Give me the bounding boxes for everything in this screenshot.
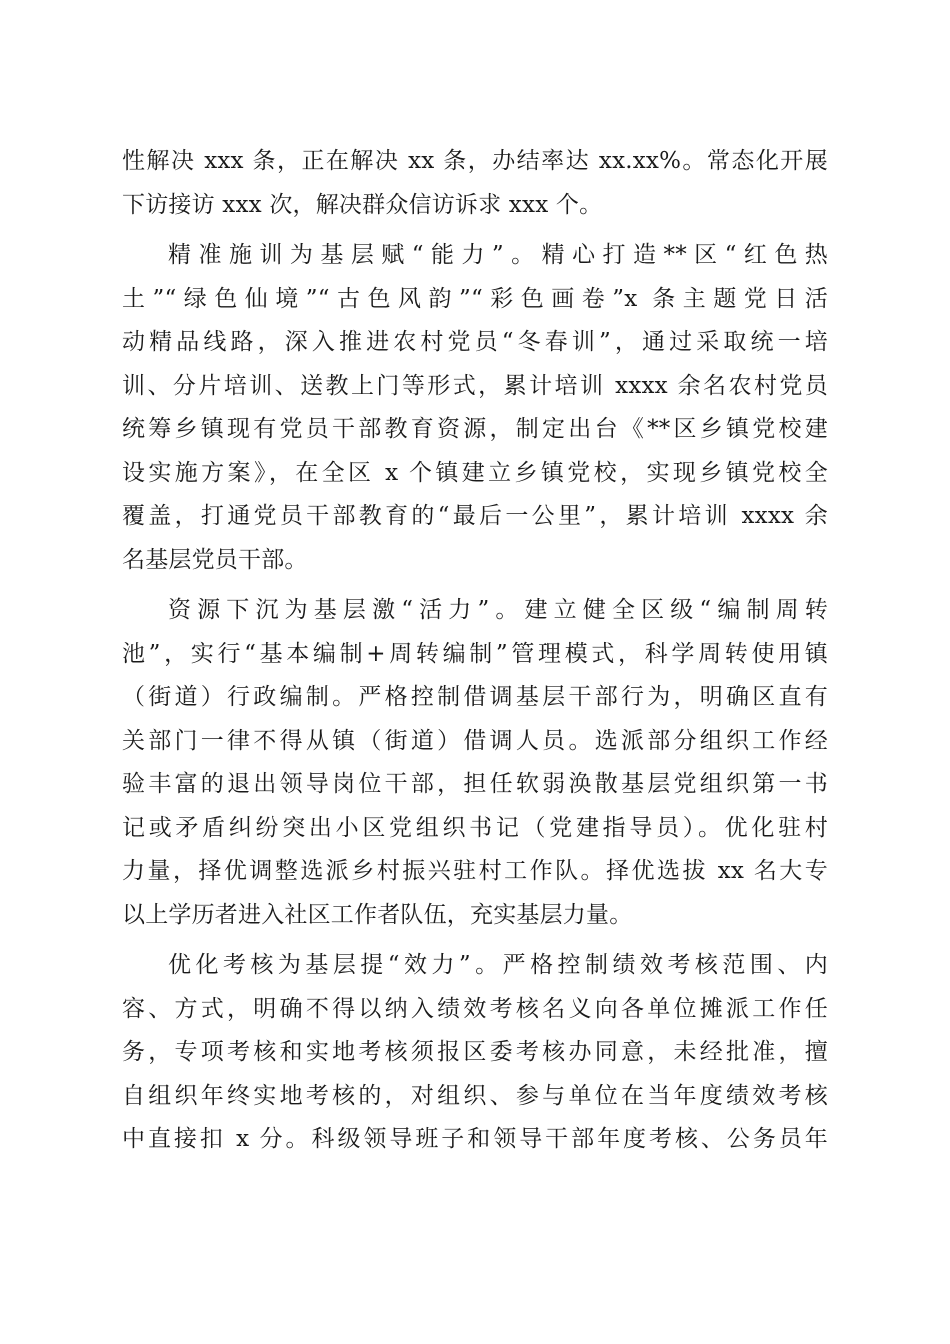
text-line: 容、方式，明确不得以纳入绩效考核名义向各单位摊派工作任 bbox=[122, 995, 828, 1022]
text-line: 优化考核为基层提“效力”。严格控制绩效考核范围、内 bbox=[168, 952, 828, 978]
paragraph-1 bbox=[122, 140, 828, 227]
text-line: 设实施方案》，在全区 x 个镇建立乡镇党校，实现乡镇党校全 bbox=[122, 459, 828, 486]
text-line: 中直接扣 x 分。科级领导班子和领导干部年度考核、公务员年 bbox=[122, 1126, 828, 1152]
text-line: 性解决 xxx 条，正在解决 xx 条，办结率达 xx.xx%。常态化开展 bbox=[122, 148, 828, 174]
text-line: 记或矛盾纠纷突出小区党组织书记（党建指导员）。优化驻村 bbox=[122, 814, 828, 841]
text-line: 下访接访 xxx 次，解决群众信访诉求 xxx 个。 bbox=[122, 191, 603, 218]
text-line: 动精品线路，深入推进农村党员“冬春训”，通过采取统一培 bbox=[122, 329, 828, 355]
paragraph-4 bbox=[122, 944, 828, 1162]
text-line: 池”，实行“基本编制+周转编制”管理模式，科学周转使用镇 bbox=[122, 640, 828, 667]
text-line: 务，专项考核和实地考核须报区委考核办同意，未经批准，擅 bbox=[122, 1039, 828, 1065]
text-line: 以上学历者进入社区工作者队伍，充实基层力量。 bbox=[122, 901, 633, 928]
text-line: 统筹乡镇现有党员干部教育资源，制定出台《**区乡镇党校建 bbox=[122, 416, 828, 442]
text-line: （街道）行政编制。严格控制借调基层干部行为，明确区直有 bbox=[122, 684, 828, 710]
text-line: 自组织年终实地考核的，对组织、参与单位在当年度绩效考核 bbox=[122, 1082, 828, 1109]
document-body bbox=[122, 140, 828, 1169]
text-line: 名基层党员干部。 bbox=[122, 546, 308, 573]
text-line: 土”“绿色仙境”“古色风韵”“彩色画卷”x 条主题党日活 bbox=[122, 285, 828, 312]
paragraph-2 bbox=[122, 234, 828, 582]
text-line: 精准施训为基层赋“能力”。精心打造**区“红色热 bbox=[168, 242, 828, 268]
paragraph-3 bbox=[122, 589, 828, 937]
text-line: 验丰富的退出领导岗位干部，担任软弱涣散基层党组织第一书 bbox=[122, 771, 828, 797]
text-line: 资源下沉为基层激“活力”。建立健全区级“编制周转 bbox=[168, 597, 828, 623]
text-line: 训、分片培训、送教上门等形式，累计培训 xxxx 余名农村党员 bbox=[122, 372, 828, 399]
text-line: 关部门一律不得从镇（街道）借调人员。选派部分组织工作经 bbox=[122, 727, 828, 754]
text-line: 力量，择优调整选派乡村振兴驻村工作队。择优选拔 xx 名大专 bbox=[122, 858, 828, 884]
text-line: 覆盖，打通党员干部教育的“最后一公里”，累计培训 xxxx 余 bbox=[122, 503, 828, 529]
